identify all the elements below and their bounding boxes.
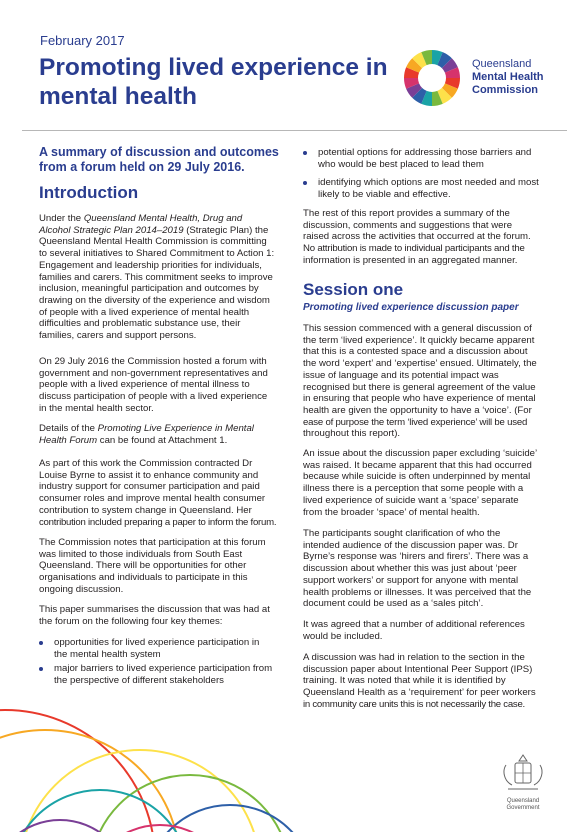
theme-4-line-2: likely to be viable and effective.: [318, 188, 451, 200]
intro-p6-line-2: the forum on the following four key themes:: [39, 615, 223, 627]
s-p1-line-5: issue of language and its potential impact was: [303, 369, 499, 381]
s-p3-line-5: support workers’ or support for anyone with mental: [303, 574, 519, 586]
intro-p5-line-2: was limited to those individuals from South East: [39, 548, 243, 560]
page-title: [39, 53, 399, 111]
intro-p4-line-3: industry support for consumer participation and paid: [39, 481, 260, 493]
theme-1-line-2: the mental health system: [54, 648, 161, 660]
s-p1-line-4: the word ‘expert’ and ‘expertise’ ensued. Ultimately, the: [303, 358, 537, 370]
queensland-government-label: [496, 798, 550, 812]
session-paragraph-3: [303, 528, 531, 610]
session-one-heading: Session one: [303, 280, 404, 299]
session-one-subheading: Promoting lived experience discussion paper: [303, 302, 519, 313]
intro-p1-line-6: families and carers. This commitment seeks to improve: [39, 271, 273, 283]
overview-line-4: No attribution is made to individual participants and the: [303, 243, 525, 255]
intro-p2-line-3: people with a lived experience of mental illness to: [39, 379, 250, 391]
s-p2-line-2: was raised. It became apparent that this had occurred: [303, 459, 532, 471]
theme-2-line-2: the perspective of different stakeholders: [54, 674, 224, 686]
intro-p2-line-1: On 29 July 2016 the Commission hosted a forum with: [39, 356, 267, 367]
session-paragraph-1: [303, 323, 537, 440]
intro-p5-line-5: ongoing discussion.: [39, 583, 124, 595]
intro-p4-line-4: consumer roles and improve mental health consumer: [39, 493, 266, 505]
intro-p1-line-10: difficulties and problematic substance use, their: [39, 318, 241, 330]
ring-purple: [0, 820, 130, 832]
s-p3-line-7: document could be used as a ‘sales pitch’.: [303, 598, 484, 610]
intro-p5-line-1: The Commission notes that participation at this forum: [39, 537, 266, 548]
summary-line-2: from a forum held on 29 July 2016.: [39, 159, 245, 174]
forum-name-cont: Health Forum: [39, 434, 98, 446]
s-p4-line-2: would be included.: [303, 630, 383, 642]
qgov-line-1: Queensland: [506, 798, 540, 804]
intro-p1-line-1: Under the Queensland Mental Health, Drug and: [39, 213, 243, 224]
theme-3-line-2: who would be best placed to lead them: [318, 158, 484, 170]
s-p3-line-6: health problems or illnesses. It was perceived that the: [303, 586, 532, 598]
introduction-heading: Introduction: [39, 183, 139, 202]
page-title-line-1: Promoting lived experience in: [39, 54, 388, 81]
intro-p1-line-9: of people with a lived experience of mental health: [39, 306, 250, 318]
s-p1-line-1: This session commenced with a general discussion of: [303, 323, 532, 334]
intro-p1-line-3: Queensland Mental Health Commission is committing: [39, 236, 267, 248]
summary-heading: [39, 145, 279, 174]
s-p5-line-2: discussion paper about Intentional Peer Support (IPS): [303, 663, 533, 675]
theme-1-line-1: opportunities for lived experience participation in: [54, 637, 260, 648]
logo-line-3: Commission: [472, 84, 539, 96]
s-p2-line-1: An issue about the discussion paper excluding ‘suicide’: [303, 448, 538, 459]
s-p1-line-10: throughout this report).: [303, 428, 401, 440]
s-p5-line-4: Queensland Health as a ‘requirement’ for peer workers: [303, 687, 536, 699]
commission-logo: [402, 48, 562, 108]
theme-bullet-1-text: [54, 637, 284, 660]
header-divider: [22, 130, 567, 131]
s-p1-line-2: the term ‘lived experience’. It quickly became apparent: [303, 334, 535, 346]
bullet-dot: [39, 641, 43, 645]
intro-paragraph-1: [39, 213, 274, 342]
ring-red: [0, 710, 155, 832]
s-p2-line-3: because while suicide is often underpinned by mental: [303, 471, 531, 483]
s-p1-line-9: ease of purpose the term ‘lived experience’ will be used: [303, 416, 528, 428]
intro-p4-line-6: contribution included preparing a paper to inform the forum.: [39, 516, 277, 528]
intro-paragraph-2: [39, 356, 268, 415]
s-p2-line-5: lived experience of suicide want a ‘space’ separate: [303, 494, 519, 506]
intro-p1-line-7: inclusion, meaningful participation and outcomes by: [39, 283, 259, 295]
s-p4-line-1: It was agreed that a number of additional references: [303, 619, 525, 630]
intro-p1-line-5: Engagement and leadership priorities for individuals,: [39, 259, 262, 271]
commission-logo-mark: [402, 48, 462, 108]
intro-paragraph-5: [39, 537, 266, 596]
s-p5-line-1: A discussion was had in relation to the section in the: [303, 652, 525, 663]
s-p1-line-6: recognised but there is general agreement of the value: [303, 381, 536, 393]
forum-name: Promoting Live Experience in Mental: [97, 423, 254, 434]
s-p1-line-3: that this is a contested space and a discussion about: [303, 346, 528, 358]
intro-p1-line-8: drawing on the diversity of the experience and wisdom: [39, 294, 270, 306]
date-label: February 2017: [40, 33, 125, 48]
intro-p2-line-5: in the mental health sector.: [39, 402, 154, 414]
overview-line-5: information is presented in an aggregated manner.: [303, 254, 518, 266]
overview-line-2: discussion, comments and suggestions that were: [303, 219, 513, 231]
theme-4-line-1: identifying which options are most needed and most: [318, 177, 539, 188]
overview-line-3: raised across the activities that occurred at the forum.: [303, 231, 531, 243]
s-p1-line-8: health are given the opportunity to have a ‘voice’. (For: [303, 404, 532, 416]
intro-p4-line-2: Louise Byrne to assist it to enhance community and: [39, 469, 259, 481]
session-paragraph-4: [303, 619, 525, 642]
overview-line-1: The rest of this report provides a summary of the: [303, 208, 510, 219]
intro-p6-line-1: This paper summarises the discussion that was had at: [39, 604, 270, 615]
bullet-dot: [303, 181, 307, 185]
intro-p4-line-1: As part of this work the Commission contracted Dr: [39, 458, 253, 469]
intro-p5-line-4: organisations and individuals to participate in this: [39, 572, 248, 584]
theme-2-line-1: major barriers to lived experience participation from: [54, 663, 273, 674]
report-overview-paragraph: [303, 208, 531, 267]
bullet-dot: [303, 151, 307, 155]
strategic-plan-name: Queensland Mental Health, Drug and: [83, 213, 243, 224]
logo-line-1: Queensland: [472, 58, 532, 70]
session-paragraph-2: [303, 448, 537, 518]
ring-blue: [145, 805, 315, 832]
s-p3-line-3: Byrne’s response was ‘hirers and firers’. There was a: [303, 551, 529, 563]
intro-p4-line-5: contribution to system change in Queensland. Her: [39, 504, 252, 516]
intro-p3-line-1: Details of the Promoting Live Experience in Mental: [39, 423, 254, 434]
theme-bullet-3-text: [318, 147, 548, 170]
qgov-line-2: Government: [506, 805, 540, 811]
logo-line-2: Mental Health: [472, 71, 544, 83]
theme-3-line-1: potential options for addressing those barriers and: [318, 147, 532, 158]
s-p5-line-5: in community care units this is not necessarily the case.: [303, 698, 525, 710]
s-p5-line-3: training. It was noted that while it is identified by: [303, 675, 506, 687]
s-p2-line-6: from the broader ‘space’ of mental health.: [303, 506, 480, 518]
intro-p1-line-2: Alcohol Strategic Plan 2014–2019 (Strategic Plan) the: [39, 224, 269, 236]
intro-p2-line-2: government and non-government representatives and: [39, 367, 268, 379]
intro-p2-line-4: discuss participation of people with a lived experience: [39, 391, 268, 403]
s-p2-line-4: illness there is a perception that some people with a: [303, 483, 524, 495]
theme-bullet-4-text: [318, 177, 548, 200]
intro-p5-line-3: Queensland. There will be opportunities for other: [39, 560, 247, 572]
summary-line-1: A summary of discussion and outcomes: [39, 145, 279, 159]
s-p3-line-1: The participants sought clarification of who the: [303, 528, 501, 539]
intro-p3-line-2: Health Forum can be found at Attachment 1.: [39, 434, 228, 446]
s-p1-line-7: in ensuring that people who have experience of mental: [303, 393, 536, 405]
page-title-line-2: mental health: [39, 83, 197, 110]
s-p3-line-2: intended audience of the discussion paper was. Dr: [303, 539, 518, 551]
ring-orange: [0, 730, 180, 832]
commission-logo-text: [472, 58, 544, 97]
ring-green: [90, 775, 290, 832]
intro-p1-line-11: families, carers and support persons.: [39, 330, 197, 342]
intro-paragraph-4: [39, 458, 276, 528]
s-p3-line-4: discussion about whether this was just about ‘peer: [303, 563, 517, 575]
intro-p1-line-4: to several initiatives to Shared Commitment to Action 1:: [39, 248, 275, 260]
intro-paragraph-3: [39, 423, 254, 446]
strategic-plan-name-cont: Alcohol Strategic Plan 2014–2019: [39, 224, 184, 236]
ring-pink: [85, 825, 235, 832]
intro-paragraph-6: [39, 604, 270, 627]
